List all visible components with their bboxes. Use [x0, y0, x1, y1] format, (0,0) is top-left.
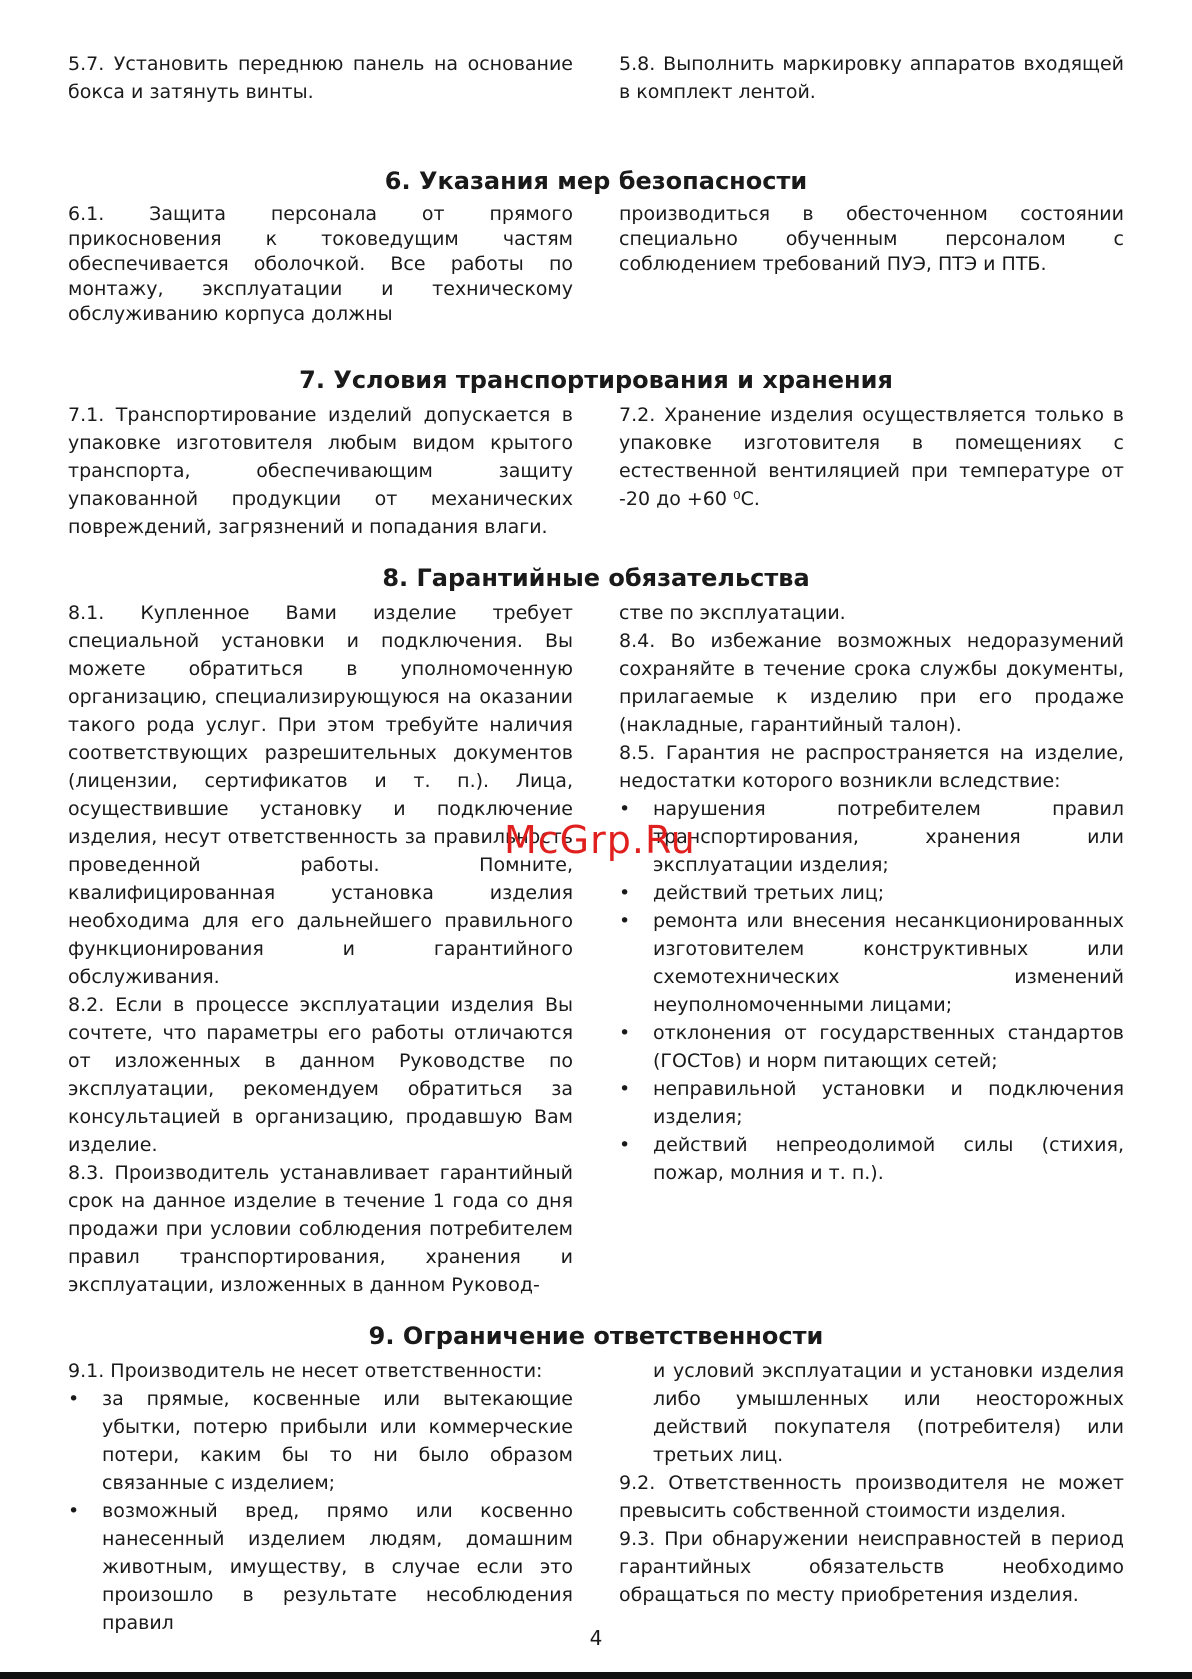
paragraph-9-2: 9.2. Ответственность производителя не может превысить собственной стоимости изделия.	[619, 1472, 1124, 1522]
paragraph-5-7: 5.7. Установить переднюю панель на основание бокса и затянуть винты.	[68, 53, 573, 103]
paragraph-9-1: 9.1. Производитель не несет ответственности:	[68, 1360, 543, 1382]
page-bottom-border	[0, 1672, 1192, 1679]
paragraph-8-4: 8.4. Во избежание возможных недоразумений сохраняйте в течение срока службы документы, прилагаемые к изделию при его продаже (накладные, гарантийный талон).	[619, 630, 1124, 736]
list-item: • нарушения потребителем правил транспортирования, хранения или эксплуатации изделия;	[619, 795, 1124, 879]
right-column	[619, 1357, 1124, 1637]
list-item: • действий непреодолимой силы (стихия, пожар, молния и т. п.).	[619, 1131, 1124, 1187]
section-6-body	[68, 202, 1124, 327]
left-column	[68, 1357, 573, 1637]
section-5-end	[68, 50, 1124, 106]
list-item: • за прямые, косвенные или вытекающие убытки, потерю прибыли или коммерческие потери, каким бы то ни было образом связанные с изделием;	[68, 1385, 573, 1497]
list-item: • неправильной установки и подключения изделия;	[619, 1075, 1124, 1131]
left-column	[68, 599, 573, 1299]
heading-section-8: 8. Гарантийные обязательства	[382, 564, 810, 592]
paragraph-7-1: 7.1. Транспортирование изделий допускается в упаковке изготовителя любым видом крытого транспорта, обеспечивающим защиту упакованной продукции от механических повреждений, загрязнений и попадания влаги.	[68, 404, 573, 538]
paragraph-8-3: 8.3. Производитель устанавливает гарантийный срок на данное изделие в течение 1 года со дня продажи при условии соблюдения потребителем правил транспортирования, хранения и эксплуатации, изложенных в данном Руковод-	[68, 1162, 573, 1296]
paragraph-8-1: 8.1. Купленное Вами изделие требует специальной установки и подключения. Вы можете обратиться в уполномоченную организацию, специализирующуюся на оказании такого рода услуг. При этом требуйте наличия соответствующих разрешительных документов (лицензии, сертификатов и т. п.). Лица, осуществившие установку и подключение изделия, несут ответственность за правильность проведенной работы. Помните, квалифицированная установка изделия необходима для его дальнейшего правильного функционирования и гарантийного обслуживания.	[68, 602, 573, 988]
paragraph-8-3-continued: стве по эксплуатации.	[619, 602, 846, 624]
right-column	[619, 401, 1124, 541]
list-item: • возможный вред, прямо или косвенно нанесенный изделием людям, домашним животным, имуществу, в случае если это произошло в результате несоблюдения правил	[68, 1497, 573, 1637]
list-item: • ремонта или внесения несанкционированных изготовителем конструктивных или схемотехнических изменений неуполномоченными лицами;	[619, 907, 1124, 1019]
section-7-body	[68, 401, 1124, 541]
section-8-body	[68, 599, 1124, 1299]
heading-section-6: 6. Указания мер безопасности	[384, 167, 808, 195]
heading-section-7: 7. Условия транспортирования и хранения	[299, 366, 893, 394]
liability-exclusions-list	[68, 1385, 573, 1637]
right-column	[619, 599, 1124, 1299]
heading-section-9: 9. Ограничение ответственности	[368, 1322, 824, 1350]
left-column	[68, 50, 573, 106]
paragraph-8-2: 8.2. Если в процессе эксплуатации изделия Вы сочтете, что параметры его работы отличаются от изложенных в данном Руководстве по эксплуатации, рекомендуем обратиться за консультацией в организацию, продавшую Вам изделие.	[68, 994, 573, 1156]
left-column	[68, 401, 573, 541]
watermark: McGrp.Ru	[504, 818, 696, 862]
paragraph-6-1-continued: производиться в обесточенном состоянии специально обученным персоналом с соблюдением требований ПУЭ, ПТЭ и ПТБ.	[619, 203, 1124, 275]
right-column	[619, 50, 1124, 106]
paragraph-8-5: 8.5. Гарантия не распространяется на изделие, недостатки которого возникли вследствие:	[619, 742, 1124, 792]
page-number: 4	[589, 1626, 603, 1650]
list-item-continued: и условий эксплуатации и установки изделия либо умышленных или неосторожных действий покупателя (потребителя) или третьих лиц.	[653, 1360, 1124, 1466]
paragraph-5-8: 5.8. Выполнить маркировку аппаратов входящей в комплект лентой.	[619, 53, 1124, 103]
paragraph-7-2: 7.2. Хранение изделия осуществляется только в упаковке изготовителя в помещениях с естественной вентиляцией при температуре от -20 до +60 ⁰С.	[619, 404, 1124, 510]
section-9-body	[68, 1357, 1124, 1637]
right-column	[619, 202, 1124, 327]
paragraph-6-1: 6.1. Защита персонала от прямого прикосновения к токоведущим частям обеспечивается оболочкой. Все работы по монтажу, эксплуатации и техническому обслуживанию корпуса должны	[68, 203, 573, 325]
list-item: • отклонения от государственных стандартов (ГОСТов) и норм питающих сетей;	[619, 1019, 1124, 1075]
list-item: • действий третьих лиц;	[619, 879, 1124, 907]
left-column	[68, 202, 573, 327]
paragraph-9-3: 9.3. При обнаружении неисправностей в период гарантийных обязательств необходимо обращаться по месту приобретения изделия.	[619, 1528, 1124, 1606]
